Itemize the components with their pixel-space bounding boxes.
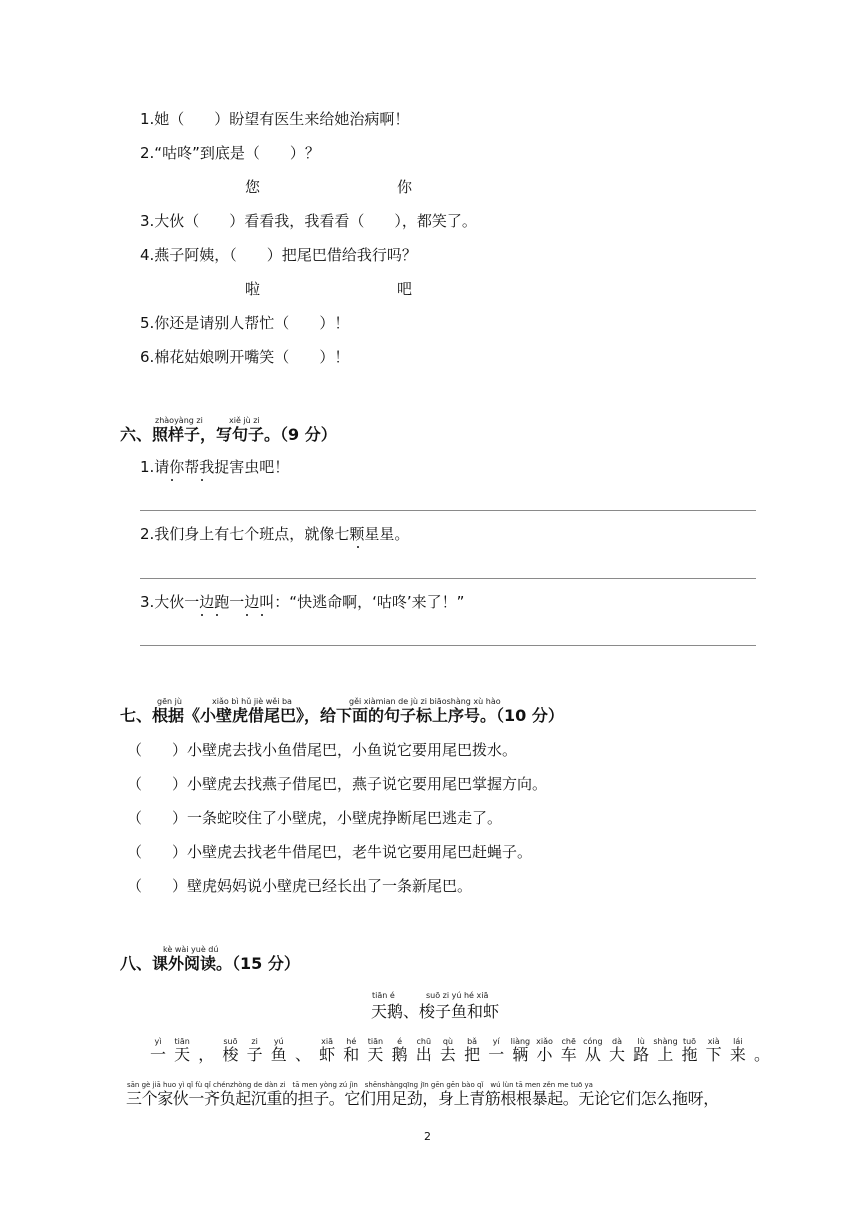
story-char: 辆 — [512, 1045, 529, 1064]
page-number: 2 — [424, 1130, 431, 1143]
sentence-6-1: 1.请你帮我捉害虫吧！ — [140, 458, 290, 476]
story-char: 从 — [584, 1045, 601, 1064]
story-char-pinyin: tiān — [174, 1037, 190, 1046]
section6-pinyin-1: zhàoyàng zi — [155, 416, 203, 425]
sequence-item: （ ）小壁虎去找老牛借尾巴，老牛说它要用尾巴赶蝇子。 — [127, 843, 533, 861]
story-char-pinyin: xiǎo — [536, 1037, 553, 1046]
section8-pinyin: kè wài yuè dú — [163, 945, 219, 954]
story-char: 上 — [657, 1045, 674, 1064]
story-char-pinyin: xià — [707, 1037, 720, 1046]
story-title: 天鹅、梭子鱼和虾 — [371, 1002, 500, 1021]
story-char-pinyin: chē — [561, 1037, 576, 1046]
emphasis-dot — [357, 546, 359, 548]
title-pinyin-1: tiān é — [372, 991, 395, 1000]
sentence-6-2: 2.我们身上有七个班点，就像七颗星星。 — [140, 525, 410, 543]
story-char: 把 — [464, 1045, 481, 1064]
sequence-item: （ ）小壁虎去找小鱼借尾巴，小鱼说它要用尾巴拨水。 — [127, 741, 518, 759]
story-char-pinyin: bǎ — [467, 1037, 478, 1046]
section7-pinyin-1: gēn jù — [157, 697, 182, 706]
question-5-5: 5.你还是请别人帮忙（ ）！ — [140, 314, 350, 332]
question-5-4: 4.燕子阿姨，（ ）把尾巴借给我行吗？ — [140, 246, 417, 264]
story-char-pinyin: dà — [612, 1037, 623, 1046]
story-char-pinyin: tiān — [367, 1037, 384, 1046]
question-5-1: 1.她（ ）盼望有医生来给她治病啊！ — [140, 110, 410, 128]
story-char: 去 — [439, 1045, 456, 1064]
section7-pinyin-3: gěi xiàmian de jù zi biāoshàng xù hào — [349, 697, 501, 706]
answer-line-1[interactable] — [140, 510, 756, 511]
option-a2: 你 — [397, 178, 413, 196]
story-char-pinyin: lái — [733, 1037, 743, 1046]
story-char-pinyin: xiā — [321, 1037, 334, 1046]
story-char-pinyin: yì — [154, 1037, 162, 1046]
section7-heading: 七、根据《小壁虎借尾巴》，给下面的句子标上序号。（10 分） — [120, 706, 564, 725]
emphasis-dot — [246, 614, 248, 616]
option-a1: 您 — [245, 178, 261, 196]
section6-pinyin-2: xiě jù zi — [229, 416, 260, 425]
sequence-item: （ ）一条蛇咬住了小壁虎，小壁虎挣断尾巴逃走了。 — [127, 809, 503, 827]
title-pinyin-2: suō zi yú hé xiā — [426, 991, 489, 1000]
sentence-6-3: 3.大伙一边跑一边叫：“快逃命啊，‘咕咚’来了！” — [140, 593, 465, 611]
story-char: 出 — [415, 1045, 432, 1064]
story-char-pinyin: tuō — [682, 1037, 697, 1046]
emphasis-dot — [171, 479, 173, 481]
question-5-3: 3.大伙（ ）看看我，我看看（ ），都笑了。 — [140, 212, 477, 230]
story-char: 子 — [246, 1045, 263, 1064]
story-char-pinyin: chū — [416, 1037, 432, 1046]
story-char: 梭 — [222, 1045, 239, 1064]
story-char-pinyin: suō — [223, 1037, 238, 1046]
story-char: ， — [198, 1045, 215, 1064]
emphasis-dot — [201, 479, 203, 481]
section6-heading: 六、照样子，写句子。（9 分） — [120, 425, 337, 444]
story-char: 天 — [174, 1045, 191, 1064]
story-char: 车 — [560, 1045, 577, 1064]
story-char-pinyin: cóng — [583, 1037, 603, 1046]
story-char-pinyin: yí — [492, 1037, 500, 1046]
emphasis-dot — [261, 614, 263, 616]
sequence-item: （ ）小壁虎去找燕子借尾巴，燕子说它要用尾巴掌握方向。 — [127, 775, 548, 793]
story-char-pinyin: zi — [251, 1037, 258, 1046]
story-char-pinyin: lù — [637, 1037, 645, 1046]
story-char: 路 — [633, 1045, 650, 1064]
sequence-item: （ ）壁虎妈妈说小壁虎已经长出了一条新尾巴。 — [127, 877, 473, 895]
section8-heading: 八、课外阅读。（15 分） — [120, 954, 300, 973]
question-5-6: 6.棉花姑娘咧开嘴笑（ ）！ — [140, 348, 350, 366]
answer-line-3[interactable] — [140, 645, 756, 646]
story-char: 鱼 — [270, 1045, 287, 1064]
story-char: 一 — [488, 1045, 505, 1064]
story-char-pinyin: shàng — [653, 1037, 678, 1046]
emphasis-dot — [201, 614, 203, 616]
story-char: 小 — [536, 1045, 553, 1064]
story-char: 拖 — [681, 1045, 698, 1064]
answer-line-2[interactable] — [140, 578, 756, 579]
story-char: 天 — [367, 1045, 384, 1064]
emphasis-dot — [216, 614, 218, 616]
story-char-pinyin: yú — [273, 1037, 284, 1046]
story-char-pinyin: qù — [442, 1037, 453, 1046]
story-line-2: 三个家伙一齐负起沉重的担子。它们用足劲，身上青筋根根暴起。无论它们怎么拖呀， — [126, 1089, 719, 1108]
story-char: 。 — [753, 1045, 770, 1064]
story-char: 来 — [729, 1045, 746, 1064]
story-char: 一 — [149, 1045, 166, 1064]
story-char: 虾 — [319, 1045, 336, 1064]
story-char: 鹅 — [391, 1045, 408, 1064]
story-char: 和 — [343, 1045, 360, 1064]
story-char: 大 — [609, 1045, 626, 1064]
section7-pinyin-2: xiǎo bì hǔ jiè wěi ba — [212, 697, 292, 706]
story-char: 下 — [705, 1045, 722, 1064]
story-char-pinyin: liàng — [510, 1037, 531, 1046]
question-5-2: 2.“咕咚”到底是（ ）？ — [140, 144, 320, 162]
option-b1: 啦 — [245, 280, 261, 298]
story-char-pinyin: hé — [346, 1037, 357, 1046]
option-b2: 吧 — [397, 280, 413, 298]
story-char-pinyin: é — [397, 1037, 403, 1046]
story-char: 、 — [294, 1045, 311, 1064]
story-line-2-pinyin: sān gè jiā huo yì qǐ fù qǐ chénzhòng de dàn zi tā men yòng zú jìn shēnshàngqīng jīn gēn gēn bào qǐ wú lùn tā men zěn me tuō ya — [127, 1081, 593, 1089]
